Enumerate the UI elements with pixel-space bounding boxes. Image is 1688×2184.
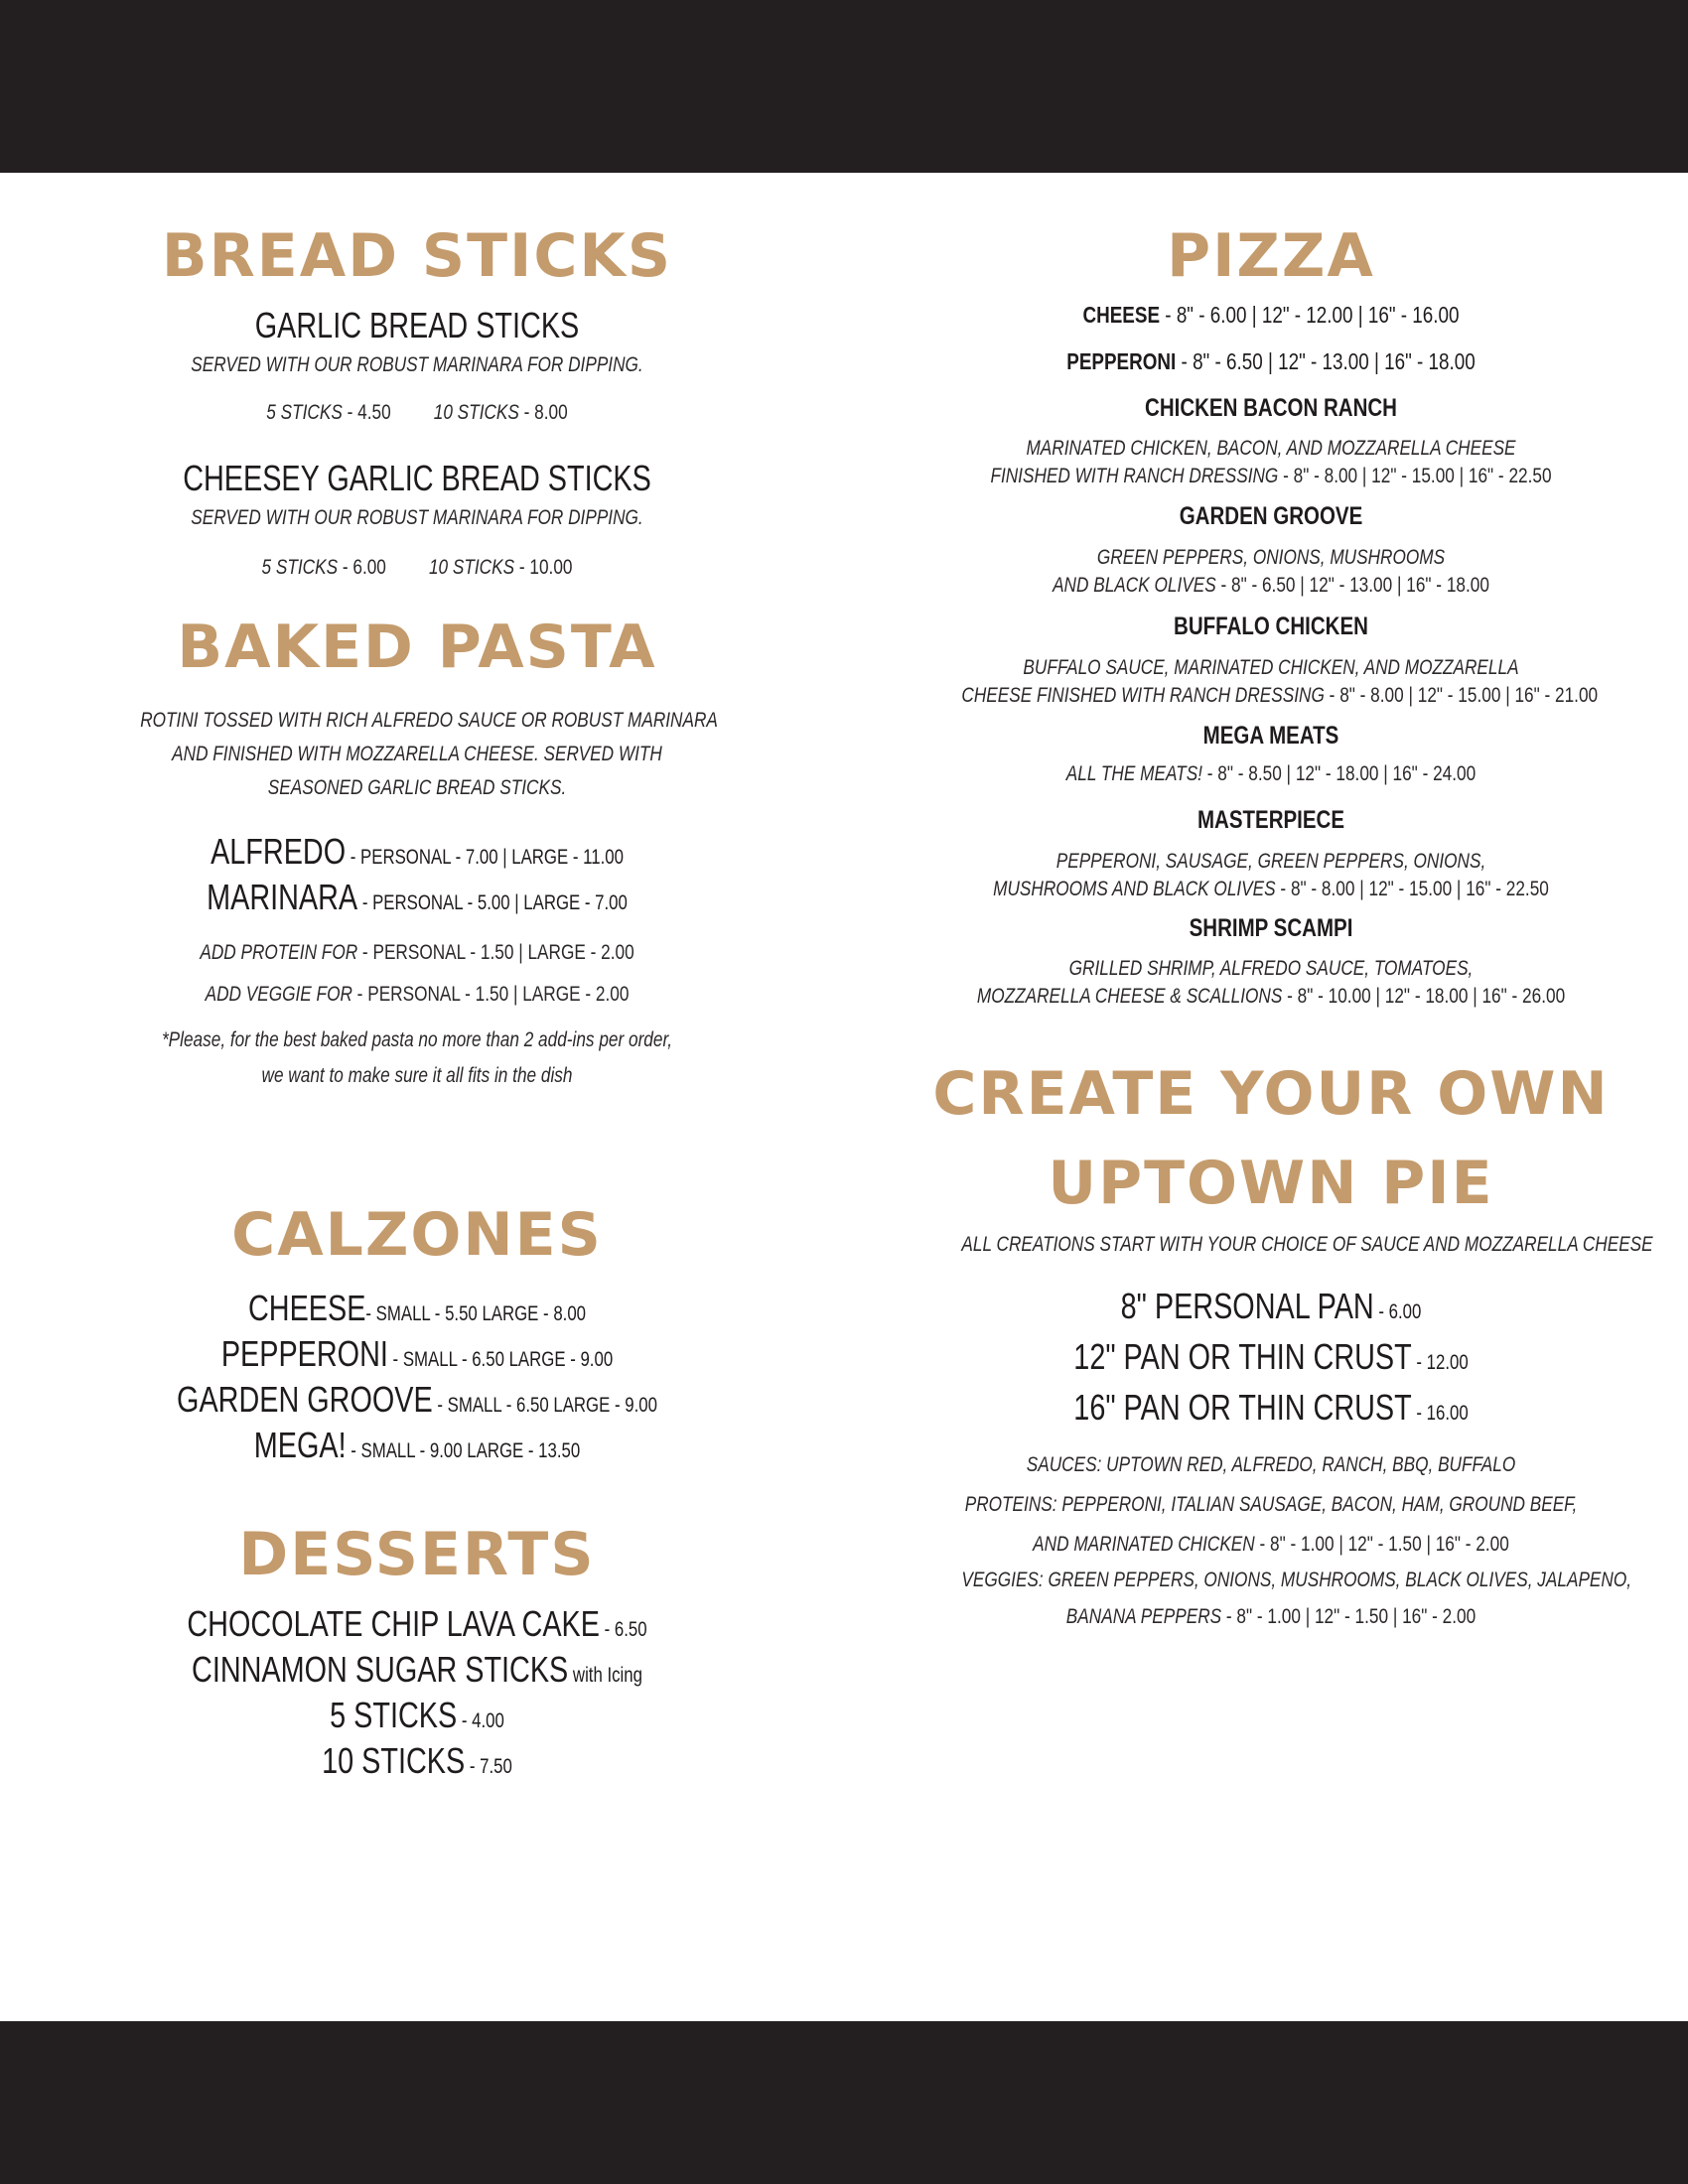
pizza-heading: PIZZA [1167,221,1375,291]
alfredo-price: - PERSONAL - 7.00 | LARGE - 11.00 [346,846,624,869]
marinara-name: MARINARA [207,877,358,917]
calzone-pepperoni-name: PEPPERONI [220,1333,388,1374]
bread-sticks-heading: BREAD STICKS [161,221,673,291]
pizza-specialty-desc-2: ALL THE MEATS! [1065,762,1202,785]
calzone-garden-price: - SMALL - 6.50 LARGE - 9.00 [432,1394,657,1417]
pizza-specialty-desc-price [961,876,1580,902]
add-veggie-line [140,981,694,1008]
proteins-price: - 8" - 1.00 | 12" - 1.50 | 16" - 2.00 [1254,1533,1509,1556]
pizza-specialty-desc-2: FINISHED WITH RANCH DRESSING [990,465,1279,487]
garlic-opt1-label: 5 STICKS [266,401,343,424]
add-protein-label: ADD PROTEIN FOR [200,941,358,964]
calzone-garden-name: GARDEN GROOVE [177,1379,433,1420]
create-size-name: 16" PAN OR THIN CRUST [1073,1387,1412,1428]
calzone-mega-name: MEGA! [253,1425,347,1465]
add-protein-line [140,939,694,966]
cheesey-opt2-label: 10 STICKS [428,556,515,579]
calzone-cheese-name: CHEESE [247,1288,366,1328]
garlic-opt2-label: 10 STICKS [433,401,519,424]
alfredo-name: ALFREDO [211,831,347,872]
pasta-note-2: we want to make sure it all fits in the dish [261,1064,573,1087]
pizza-specialty-desc-price [961,572,1580,599]
veggies-value-2: BANANA PEPPERS [1065,1605,1222,1628]
pizza-specialty-price: - 8" - 8.00 | 12" - 15.00 | 16" - 22.50 [1275,878,1549,900]
cinnamon-note: with Icing [568,1664,642,1687]
marinara-price: - PERSONAL - 5.00 | LARGE - 7.00 [357,891,628,914]
alfredo-line [147,831,687,872]
top-band [0,0,1688,173]
pizza-specialty-desc-2: CHEESE FINISHED WITH RANCH DRESSING [961,684,1325,707]
sauces-line [961,1451,1580,1478]
calzone-pepperoni-price: - SMALL - 6.50 LARGE - 9.00 [387,1348,614,1371]
pizza-specialty-price: - 8" - 10.00 | 12" - 18.00 | 16" - 26.00 [1282,985,1566,1008]
veggies-line-2 [961,1603,1580,1630]
pizza-specialty-desc-2: AND BLACK OLIVES [1053,574,1216,597]
pizza-cheese-name: CHEESE [1082,302,1161,328]
veggies-price: - 8" - 1.00 | 12" - 1.50 | 16" - 2.00 [1221,1605,1477,1628]
pizza-specialty-desc-price [961,760,1580,787]
create-heading-1: CREATE YOUR OWN [932,1059,1610,1129]
five-sticks-price: - 4.00 [457,1709,504,1732]
pizza-specialty-price: - 8" - 6.50 | 12" - 13.00 | 16" - 18.00 [1215,574,1489,597]
veggies-value-1: GREEN PEPPERS, ONIONS, MUSHROOMS, BLACK OLIVES, JALAPENO, [1043,1569,1632,1591]
pizza-specialty-desc-price [961,463,1580,489]
garlic-bread-sticks-name: GARLIC BREAD STICKS [254,305,580,345]
ten-sticks-price: - 7.50 [465,1755,512,1778]
add-veggie-price: - PERSONAL - 1.50 | LARGE - 2.00 [352,983,630,1006]
calzone-mega-price: - SMALL - 9.00 LARGE - 13.50 [346,1439,581,1462]
ten-sticks-line [147,1740,687,1781]
proteins-line-1 [961,1491,1580,1518]
create-size-price: - 6.00 [1373,1300,1422,1323]
create-desc: ALL CREATIONS START WITH YOUR CHOICE OF SAUCE AND MOZZARELLA CHEESE [961,1233,1653,1256]
lava-cake-line [147,1603,687,1644]
create-size-price: - 12.00 [1411,1351,1469,1374]
pizza-specialty-desc: BUFFALO SAUCE, MARINATED CHICKEN, AND MOZZARELLA [1023,656,1519,679]
proteins-value-2: AND MARINATED CHICKEN [1033,1533,1255,1556]
baked-pasta-desc-2: AND FINISHED WITH MOZZARELLA CHEESE. SERVED WITH [172,743,662,765]
cheesey-opt2-price: - 10.00 [514,556,573,579]
pizza-specialty-name: GARDEN GROOVE [1179,502,1363,530]
add-protein-price: - PERSONAL - 1.50 | LARGE - 2.00 [357,941,634,964]
create-size-16 [969,1387,1573,1428]
sauces-value: UPTOWN RED, ALFREDO, RANCH, BBQ, BUFFALO [1101,1453,1516,1476]
pizza-specialty-name: SHRIMP SCAMPI [1189,914,1353,942]
create-size-name: 8" PERSONAL PAN [1120,1286,1374,1326]
pizza-specialty-price: - 8" - 8.00 | 12" - 15.00 | 16" - 22.50 [1278,465,1552,487]
pizza-pepperoni-price: - 8" - 6.50 | 12" - 13.00 | 16" - 18.00 [1176,348,1476,374]
lava-cake-name: CHOCOLATE CHIP LAVA CAKE [187,1603,600,1644]
baked-pasta-desc-1: ROTINI TOSSED WITH RICH ALFREDO SAUCE OR ROBUST MARINARA [140,709,718,732]
garlic-bread-sticks-options [140,399,694,426]
cheesey-bread-sticks-options [140,554,694,581]
garlic-bread-sticks-desc: SERVED WITH OUR ROBUST MARINARA FOR DIPPING. [191,353,643,376]
create-size-12 [969,1336,1573,1377]
pizza-specialty-desc: GREEN PEPPERS, ONIONS, MUSHROOMS [1096,546,1446,569]
lava-cake-price: - 6.50 [599,1618,647,1641]
calzone-cheese-line [147,1288,687,1328]
cheesey-opt1-label: 5 STICKS [261,556,339,579]
create-size-personal [969,1286,1573,1326]
cheesey-opt1-price: - 6.00 [338,556,386,579]
pizza-specialty-desc: PEPPERONI, SAUSAGE, GREEN PEPPERS, ONIONS, [1055,850,1486,873]
five-sticks-name: 5 STICKS [330,1695,458,1735]
create-size-price: - 16.00 [1411,1402,1469,1425]
add-veggie-label: ADD VEGGIE FOR [205,983,352,1006]
calzone-mega-line [147,1425,687,1465]
cinnamon-line [147,1649,687,1690]
calzone-pepperoni-line [147,1333,687,1374]
calzones-heading: CALZONES [231,1200,603,1270]
pasta-note-1: *Please, for the best baked pasta no more than 2 add-ins per order, [161,1028,673,1051]
pizza-specialty-desc-price [961,682,1599,709]
proteins-value-1: PEPPERONI, ITALIAN SAUSAGE, BACON, HAM, GROUND BEEF, [1056,1493,1578,1516]
create-heading-2: UPTOWN PIE [1048,1149,1494,1218]
pizza-pepperoni-line [961,350,1580,373]
pizza-specialty-name: BUFFALO CHICKEN [1174,613,1368,640]
pizza-pepperoni-name: PEPPERONI [1066,348,1177,374]
baked-pasta-heading: BAKED PASTA [177,613,657,682]
pizza-specialty-desc-2: MUSHROOMS AND BLACK OLIVES [993,878,1276,900]
cheesey-bread-sticks-desc: SERVED WITH OUR ROBUST MARINARA FOR DIPPING. [191,506,643,529]
garlic-opt1-price: - 4.50 [342,401,391,424]
cheesey-bread-sticks-name: CHEESEY GARLIC BREAD STICKS [183,458,651,498]
desserts-heading: DESSERTS [238,1520,596,1589]
pizza-specialty-desc: MARINATED CHICKEN, BACON, AND MOZZARELLA CHEESE [1026,437,1516,460]
veggies-line-1 [961,1567,1632,1593]
pizza-specialty-name: MASTERPIECE [1196,806,1345,834]
pizza-specialty-price: - 8" - 8.00 | 12" - 15.00 | 16" - 21.00 [1324,684,1599,707]
proteins-line-2 [961,1531,1580,1558]
veggies-label: VEGGIES: [961,1569,1044,1591]
ten-sticks-name: 10 STICKS [322,1740,466,1781]
baked-pasta-desc-3: SEASONED GARLIC BREAD STICKS. [267,776,567,799]
pizza-specialty-desc-2: MOZZARELLA CHEESE & SCALLIONS [976,985,1283,1008]
pizza-specialty-name: MEGA MEATS [1202,722,1339,750]
pizza-specialty-name: CHICKEN BACON RANCH [1145,394,1397,422]
sauces-label: SAUCES: [1026,1453,1102,1476]
pizza-cheese-price: - 8" - 6.00 | 12" - 12.00 | 16" - 16.00 [1160,302,1460,328]
bottom-band [0,2021,1688,2184]
calzone-cheese-price: - SMALL - 5.50 LARGE - 8.00 [365,1302,587,1325]
five-sticks-line [147,1695,687,1735]
create-size-name: 12" PAN OR THIN CRUST [1073,1336,1412,1377]
cinnamon-name: CINNAMON SUGAR STICKS [192,1649,569,1690]
marinara-line [147,877,687,917]
pizza-specialty-desc: GRILLED SHRIMP, ALFREDO SAUCE, TOMATOES, [1068,957,1474,980]
pizza-specialty-desc-price [961,983,1580,1010]
calzone-garden-line [147,1379,687,1420]
pizza-specialty-price: - 8" - 8.50 | 12" - 18.00 | 16" - 24.00 [1201,762,1477,785]
garlic-opt2-price: - 8.00 [518,401,568,424]
pizza-cheese-line [961,304,1580,327]
proteins-label: PROTEINS: [964,1493,1057,1516]
